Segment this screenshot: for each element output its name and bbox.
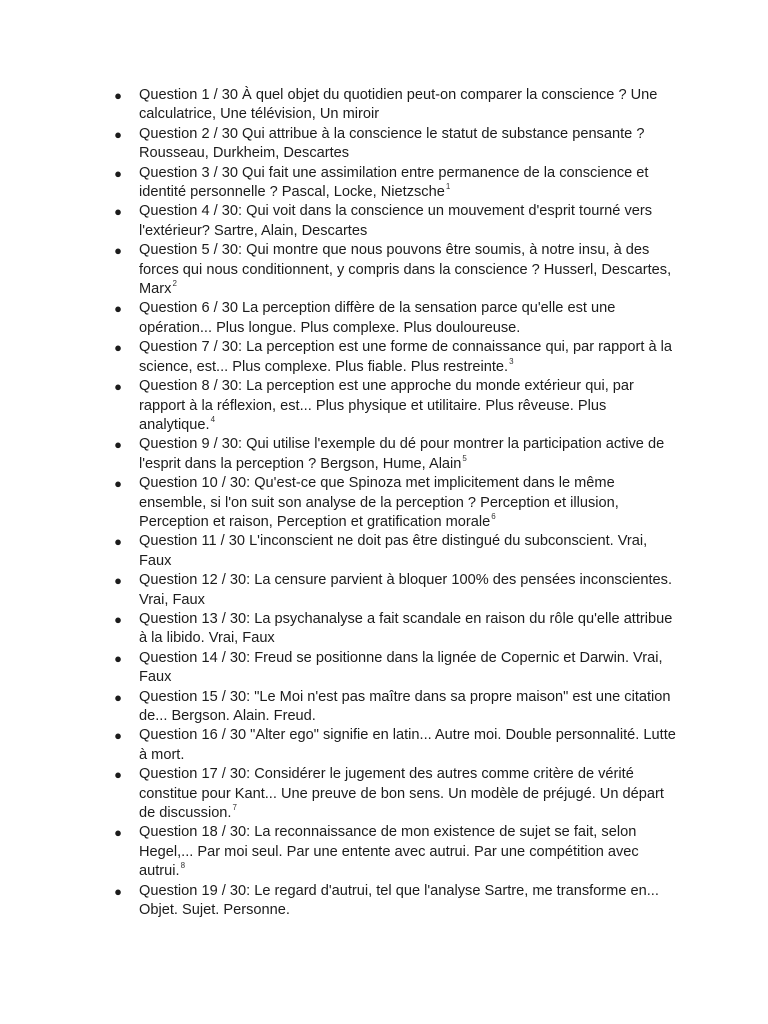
question-text: Question 18 / 30: La reconnaissance de mon existence de sujet se fait, selon Hegel,... Par moi seul. Par une entente avec autrui. Par une compétition avec autrui. — [139, 824, 639, 880]
bullet-icon: ● — [114, 767, 122, 783]
bullet-icon: ● — [114, 883, 122, 899]
bullet-icon: ● — [114, 611, 122, 627]
question-text: Question 16 / 30 "Alter ego" signifie en latin... Autre moi. Double personnalité. Lutte à mort. — [139, 727, 676, 763]
list-item — [114, 125, 679, 164]
list-item — [114, 86, 679, 125]
question-text: Question 17 / 30: Considérer le jugement des autres comme critère de vérité constitue pour Kant... Une preuve de bon sens. Un modèle de préjugé. Un départ de discussion. — [139, 766, 664, 822]
footnote-marker[interactable]: 1 — [445, 182, 451, 192]
footnote-marker[interactable]: 2 — [172, 279, 177, 289]
question-text: Question 5 / 30: Qui montre que nous pouvons être soumis, à notre insu, à des forces qui nous conditionnent, y compris dans la conscience ? Husserl, Descartes, Marx — [139, 242, 672, 298]
footnote-marker[interactable]: 4 — [210, 414, 216, 424]
list-item — [114, 823, 679, 881]
question-text: Question 6 / 30 La perception diffère de la sensation parce qu'elle est une opération... Plus longue. Plus complexe. Plus douloureuse. — [139, 300, 616, 336]
question-text: Question 14 / 30: Freud se positionne dans la lignée de Copernic et Darwin. Vrai, Faux — [139, 649, 663, 686]
list-item — [114, 532, 679, 571]
footnote-marker[interactable]: 6 — [491, 511, 496, 521]
bullet-icon: ● — [114, 243, 122, 259]
bullet-icon: ● — [114, 204, 122, 220]
list-item — [114, 474, 679, 532]
bullet-icon: ● — [114, 165, 122, 181]
footnote-marker[interactable]: 8 — [180, 861, 186, 871]
question-text: Question 3 / 30 Qui fait une assimilation entre permanence de la conscience et identité personnelle ? Pascal, Locke, Nietzsche — [139, 164, 649, 201]
bullet-icon: ● — [114, 476, 122, 492]
footnote-marker[interactable]: 5 — [462, 453, 467, 463]
bullet-icon: ● — [114, 728, 122, 744]
list-item — [114, 610, 679, 649]
question-text: Question 4 / 30: Qui voit dans la conscience un mouvement d'esprit tourné vers l'extérieur? Sartre, Alain, Descartes — [139, 203, 653, 239]
question-text: Question 2 / 30 Qui attribue à la conscience le statut de substance pensante ? Rousseau, Durkheim, Descartes — [139, 125, 645, 162]
list-item — [114, 377, 679, 435]
bullet-icon: ● — [114, 573, 122, 589]
question-text: Question 15 / 30: "Le Moi n'est pas maître dans sa propre maison" est une citation de... Bergson. Alain. Freud. — [139, 688, 671, 724]
question-text: Question 10 / 30: Qu'est-ce que Spinoza met implicitement dans le même ensemble, si l'on suit son analyse de la perception ? Perception et illusion, Perception et raison, Perception et gratification morale — [139, 475, 619, 530]
list-item — [114, 338, 679, 377]
bullet-icon: ● — [114, 825, 122, 841]
bullet-icon: ● — [114, 88, 122, 103]
bullet-icon: ● — [114, 437, 122, 453]
list-item — [114, 164, 679, 203]
bullet-icon: ● — [114, 534, 122, 550]
bullet-icon: ● — [114, 340, 122, 356]
bullet-icon: ● — [114, 301, 122, 317]
list-item — [114, 726, 679, 765]
list-item — [114, 435, 679, 474]
question-text: Question 19 / 30: Le regard d'autrui, tel que l'analyse Sartre, me transforme en... Objet. Sujet. Personne. — [139, 882, 659, 919]
question-text: Question 7 / 30: La perception est une forme de connaissance qui, par rapport à la science, est... Plus complexe. Plus fiable. Plus restreinte. — [139, 339, 673, 375]
bullet-icon: ● — [114, 689, 122, 705]
list-item — [114, 649, 679, 688]
bullet-icon: ● — [114, 379, 122, 395]
list-item — [114, 241, 679, 299]
list-item — [114, 765, 679, 823]
question-list — [114, 86, 679, 920]
footnote-marker[interactable]: 3 — [509, 356, 514, 366]
list-item — [114, 571, 679, 610]
bullet-icon: ● — [114, 650, 122, 666]
footnote-marker[interactable]: 7 — [232, 803, 237, 813]
question-text: Question 12 / 30: La censure parvient à bloquer 100% des pensées inconscientes. Vrai, Faux — [139, 572, 673, 608]
question-text: Question 8 / 30: La perception est une approche du monde extérieur qui, par rapport à la réflexion, est... Plus physique et utilitaire. Plus rêveuse. Plus analytique. — [139, 378, 634, 433]
list-item — [114, 688, 679, 727]
list-item — [114, 882, 679, 921]
list-item — [114, 202, 679, 241]
question-text: Question 11 / 30 L'inconscient ne doit pas être distingué du subconscient. Vrai, Faux — [139, 533, 648, 569]
list-item — [114, 299, 679, 338]
question-text: Question 9 / 30: Qui utilise l'exemple du dé pour montrer la participation active de l'esprit dans la perception ? Bergson, Hume, Alain — [139, 436, 665, 472]
bullet-icon: ● — [114, 126, 122, 142]
question-text: Question 1 / 30 À quel objet du quotidien peut-on comparer la conscience ? Une calculatrice, Une télévision, Un miroir — [139, 87, 658, 123]
question-text: Question 13 / 30: La psychanalyse a fait scandale en raison du rôle qu'elle attribue à la libido. Vrai, Faux — [139, 610, 673, 647]
